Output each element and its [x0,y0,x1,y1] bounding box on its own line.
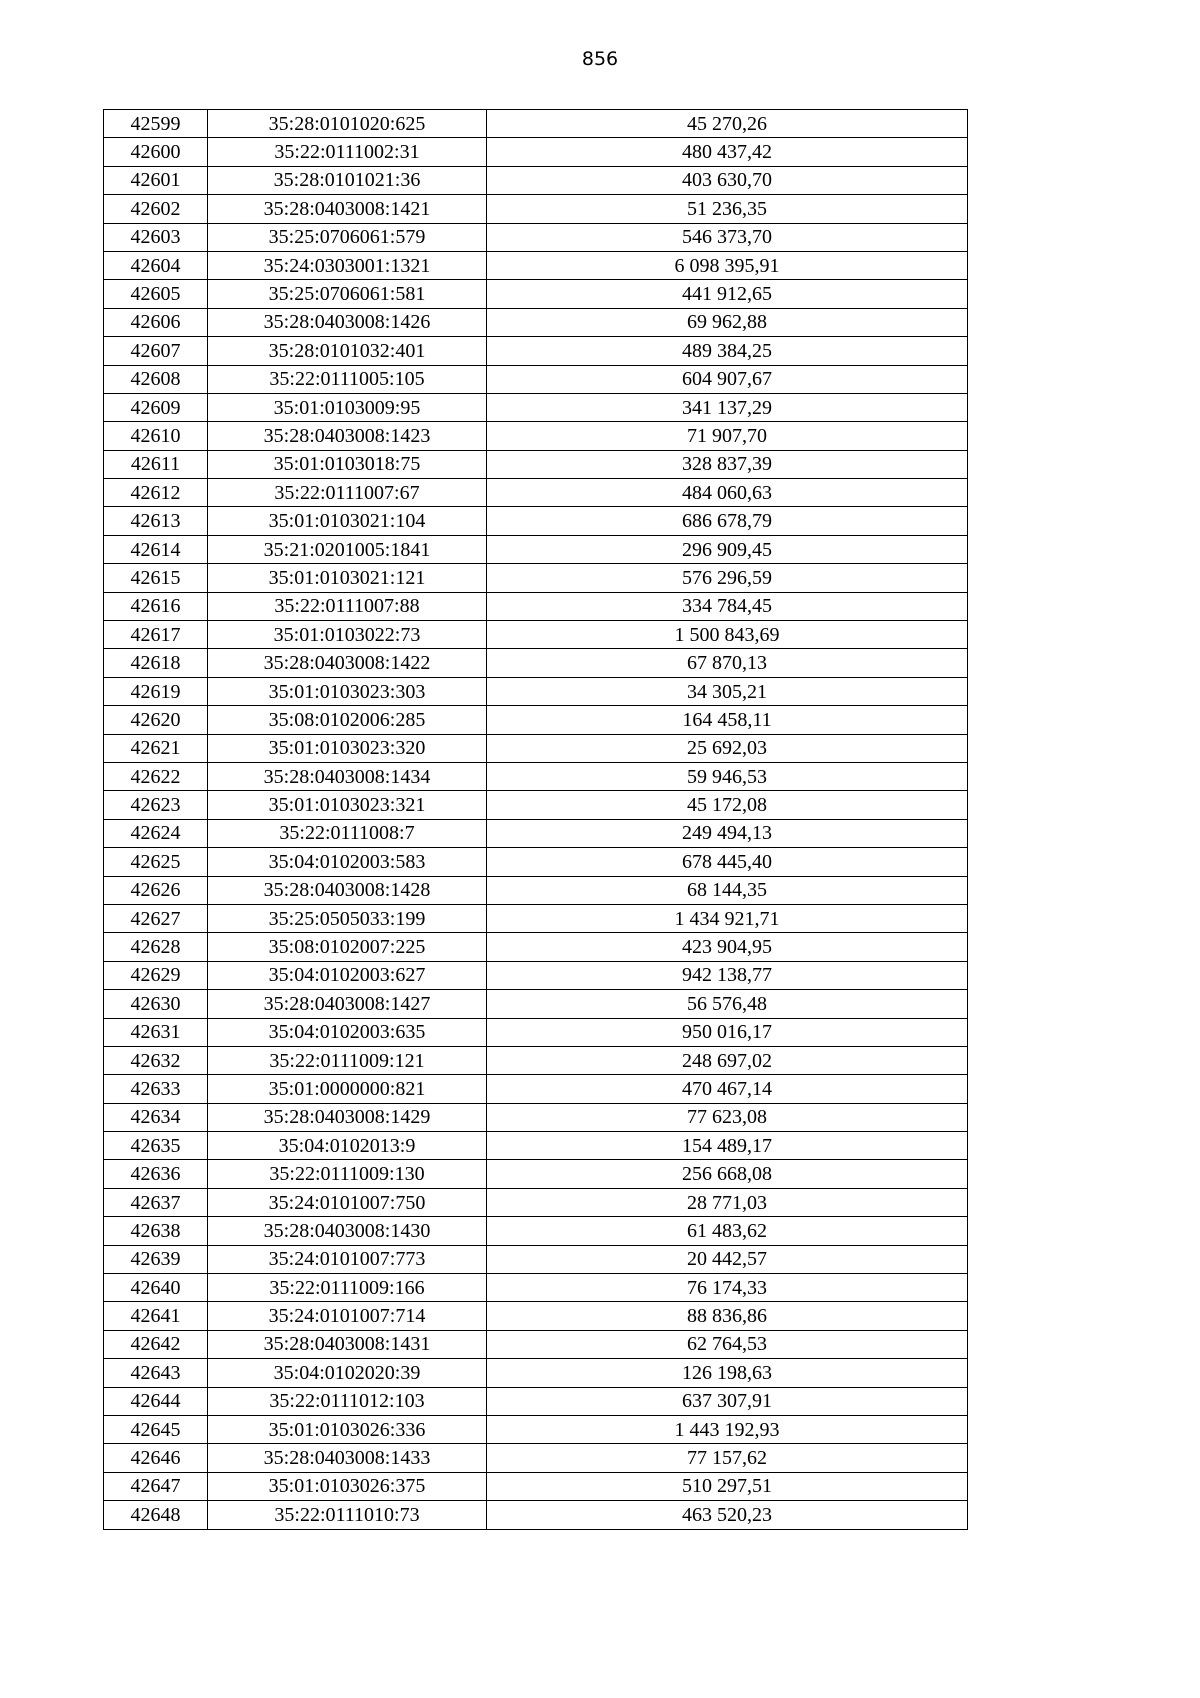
table-row [104,1160,968,1188]
cadastral-number-cell: 35:01:0103021:104 [208,507,487,535]
row-number-cell: 42601 [104,166,208,194]
cadastral-number-cell: 35:28:0403008:1421 [208,195,487,223]
value-cell: 59 946,53 [487,762,968,790]
cadastral-number-cell: 35:01:0103023:321 [208,791,487,819]
cadastral-number-cell: 35:28:0403008:1434 [208,762,487,790]
row-number-cell: 42641 [104,1302,208,1330]
value-cell: 470 467,14 [487,1075,968,1103]
row-number-cell: 42625 [104,848,208,876]
table-row [104,621,968,649]
value-cell: 248 697,02 [487,1046,968,1074]
cadastral-number-cell: 35:28:0403008:1431 [208,1330,487,1358]
table-row [104,1274,968,1302]
table-row [104,1501,968,1529]
value-cell: 403 630,70 [487,166,968,194]
row-number-cell: 42606 [104,308,208,336]
row-number-cell: 42617 [104,621,208,649]
table-row [104,308,968,336]
value-cell: 341 137,29 [487,393,968,421]
row-number-cell: 42611 [104,450,208,478]
value-cell: 76 174,33 [487,1274,968,1302]
value-cell: 61 483,62 [487,1217,968,1245]
table-row [104,990,968,1018]
table-row [104,1359,968,1387]
table-row [104,592,968,620]
cadastral-number-cell: 35:24:0101007:750 [208,1188,487,1216]
value-cell: 423 904,95 [487,933,968,961]
value-cell: 164 458,11 [487,706,968,734]
data-table [103,109,968,1530]
value-cell: 25 692,03 [487,734,968,762]
table-row [104,1302,968,1330]
row-number-cell: 42627 [104,904,208,932]
value-cell: 334 784,45 [487,592,968,620]
cadastral-number-cell: 35:01:0103018:75 [208,450,487,478]
cadastral-number-cell: 35:22:0111008:7 [208,819,487,847]
cadastral-number-cell: 35:28:0403008:1429 [208,1103,487,1131]
table-row [104,450,968,478]
table-row [104,337,968,365]
cadastral-number-cell: 35:28:0101021:36 [208,166,487,194]
value-cell: 20 442,57 [487,1245,968,1273]
value-cell: 489 384,25 [487,337,968,365]
table-row [104,904,968,932]
cadastral-number-cell: 35:01:0000000:821 [208,1075,487,1103]
cadastral-number-cell: 35:01:0103026:375 [208,1472,487,1500]
table-row [104,819,968,847]
row-number-cell: 42633 [104,1075,208,1103]
row-number-cell: 42637 [104,1188,208,1216]
row-number-cell: 42645 [104,1415,208,1443]
cadastral-number-cell: 35:22:0111007:88 [208,592,487,620]
value-cell: 34 305,21 [487,677,968,705]
table-row [104,706,968,734]
table-row [104,166,968,194]
row-number-cell: 42603 [104,223,208,251]
value-cell: 686 678,79 [487,507,968,535]
table-row [104,365,968,393]
row-number-cell: 42607 [104,337,208,365]
row-number-cell: 42612 [104,479,208,507]
row-number-cell: 42635 [104,1132,208,1160]
table-row [104,110,968,138]
row-number-cell: 42643 [104,1359,208,1387]
value-cell: 154 489,17 [487,1132,968,1160]
value-cell: 45 270,26 [487,110,968,138]
row-number-cell: 42640 [104,1274,208,1302]
cadastral-number-cell: 35:22:0111002:31 [208,138,487,166]
value-cell: 28 771,03 [487,1188,968,1216]
row-number-cell: 42628 [104,933,208,961]
row-number-cell: 42642 [104,1330,208,1358]
row-number-cell: 42599 [104,110,208,138]
table-row [104,677,968,705]
value-cell: 604 907,67 [487,365,968,393]
cadastral-number-cell: 35:28:0101020:625 [208,110,487,138]
row-number-cell: 42616 [104,592,208,620]
row-number-cell: 42615 [104,564,208,592]
value-cell: 77 623,08 [487,1103,968,1131]
row-number-cell: 42634 [104,1103,208,1131]
value-cell: 637 307,91 [487,1387,968,1415]
row-number-cell: 42614 [104,535,208,563]
table-row [104,1103,968,1131]
table-row [104,1444,968,1472]
row-number-cell: 42621 [104,734,208,762]
cadastral-number-cell: 35:01:0103023:303 [208,677,487,705]
table-row [104,223,968,251]
table-row [104,1387,968,1415]
table-row [104,1245,968,1273]
cadastral-number-cell: 35:21:0201005:1841 [208,535,487,563]
value-cell: 6 098 395,91 [487,251,968,279]
cadastral-number-cell: 35:22:0111012:103 [208,1387,487,1415]
row-number-cell: 42630 [104,990,208,1018]
value-cell: 441 912,65 [487,280,968,308]
cadastral-number-cell: 35:01:0103022:73 [208,621,487,649]
row-number-cell: 42609 [104,393,208,421]
cadastral-number-cell: 35:28:0403008:1423 [208,422,487,450]
table-row [104,791,968,819]
table-row [104,848,968,876]
row-number-cell: 42646 [104,1444,208,1472]
value-cell: 256 668,08 [487,1160,968,1188]
cadastral-number-cell: 35:04:0102003:583 [208,848,487,876]
row-number-cell: 42644 [104,1387,208,1415]
table-row [104,535,968,563]
table-row [104,280,968,308]
cadastral-number-cell: 35:04:0102003:627 [208,961,487,989]
row-number-cell: 42623 [104,791,208,819]
cadastral-number-cell: 35:25:0706061:579 [208,223,487,251]
cadastral-number-cell: 35:28:0403008:1427 [208,990,487,1018]
row-number-cell: 42626 [104,876,208,904]
table-row [104,138,968,166]
value-cell: 68 144,35 [487,876,968,904]
cadastral-number-cell: 35:01:0103026:336 [208,1415,487,1443]
cadastral-number-cell: 35:22:0111007:67 [208,479,487,507]
row-number-cell: 42638 [104,1217,208,1245]
row-number-cell: 42647 [104,1472,208,1500]
value-cell: 480 437,42 [487,138,968,166]
value-cell: 62 764,53 [487,1330,968,1358]
cadastral-number-cell: 35:08:0102007:225 [208,933,487,961]
table-container [103,109,968,1530]
table-row [104,507,968,535]
row-number-cell: 42605 [104,280,208,308]
cadastral-number-cell: 35:25:0505033:199 [208,904,487,932]
row-number-cell: 42604 [104,251,208,279]
row-number-cell: 42629 [104,961,208,989]
page-number: 856 [581,48,619,70]
table-row [104,649,968,677]
cadastral-number-cell: 35:22:0111009:166 [208,1274,487,1302]
cadastral-number-cell: 35:04:0102020:39 [208,1359,487,1387]
row-number-cell: 42620 [104,706,208,734]
value-cell: 950 016,17 [487,1018,968,1046]
table-row [104,1217,968,1245]
cadastral-number-cell: 35:24:0101007:714 [208,1302,487,1330]
row-number-cell: 42610 [104,422,208,450]
table-row [104,933,968,961]
table-row [104,762,968,790]
table-row [104,1018,968,1046]
value-cell: 942 138,77 [487,961,968,989]
table-row [104,1415,968,1443]
table-row [104,564,968,592]
row-number-cell: 42619 [104,677,208,705]
value-cell: 678 445,40 [487,848,968,876]
row-number-cell: 42636 [104,1160,208,1188]
table-row [104,876,968,904]
cadastral-number-cell: 35:22:0111005:105 [208,365,487,393]
table-row [104,1132,968,1160]
cadastral-number-cell: 35:01:0103009:95 [208,393,487,421]
table-row [104,195,968,223]
cadastral-number-cell: 35:28:0403008:1430 [208,1217,487,1245]
cadastral-number-cell: 35:22:0111009:130 [208,1160,487,1188]
row-number-cell: 42639 [104,1245,208,1273]
value-cell: 88 836,86 [487,1302,968,1330]
table-row [104,1330,968,1358]
table-row [104,1075,968,1103]
value-cell: 126 198,63 [487,1359,968,1387]
row-number-cell: 42613 [104,507,208,535]
cadastral-number-cell: 35:08:0102006:285 [208,706,487,734]
value-cell: 328 837,39 [487,450,968,478]
table-row [104,1472,968,1500]
table-row [104,393,968,421]
value-cell: 1 434 921,71 [487,904,968,932]
value-cell: 67 870,13 [487,649,968,677]
value-cell: 249 494,13 [487,819,968,847]
row-number-cell: 42602 [104,195,208,223]
cadastral-number-cell: 35:01:0103021:121 [208,564,487,592]
table-row [104,1188,968,1216]
row-number-cell: 42618 [104,649,208,677]
table-row [104,479,968,507]
value-cell: 484 060,63 [487,479,968,507]
value-cell: 296 909,45 [487,535,968,563]
value-cell: 546 373,70 [487,223,968,251]
value-cell: 576 296,59 [487,564,968,592]
table-row [104,1046,968,1074]
row-number-cell: 42622 [104,762,208,790]
value-cell: 69 962,88 [487,308,968,336]
row-number-cell: 42632 [104,1046,208,1074]
table-body [104,110,968,1530]
cadastral-number-cell: 35:28:0101032:401 [208,337,487,365]
value-cell: 77 157,62 [487,1444,968,1472]
row-number-cell: 42648 [104,1501,208,1529]
row-number-cell: 42624 [104,819,208,847]
row-number-cell: 42600 [104,138,208,166]
cadastral-number-cell: 35:04:0102003:635 [208,1018,487,1046]
table-row [104,251,968,279]
cadastral-number-cell: 35:24:0303001:1321 [208,251,487,279]
value-cell: 56 576,48 [487,990,968,1018]
cadastral-number-cell: 35:22:0111009:121 [208,1046,487,1074]
value-cell: 45 172,08 [487,791,968,819]
table-row [104,961,968,989]
row-number-cell: 42631 [104,1018,208,1046]
cadastral-number-cell: 35:01:0103023:320 [208,734,487,762]
cadastral-number-cell: 35:28:0403008:1433 [208,1444,487,1472]
cadastral-number-cell: 35:22:0111010:73 [208,1501,487,1529]
value-cell: 71 907,70 [487,422,968,450]
cadastral-number-cell: 35:25:0706061:581 [208,280,487,308]
value-cell: 51 236,35 [487,195,968,223]
value-cell: 1 500 843,69 [487,621,968,649]
value-cell: 510 297,51 [487,1472,968,1500]
value-cell: 463 520,23 [487,1501,968,1529]
row-number-cell: 42608 [104,365,208,393]
table-row [104,422,968,450]
cadastral-number-cell: 35:28:0403008:1428 [208,876,487,904]
cadastral-number-cell: 35:04:0102013:9 [208,1132,487,1160]
value-cell: 1 443 192,93 [487,1415,968,1443]
cadastral-number-cell: 35:24:0101007:773 [208,1245,487,1273]
cadastral-number-cell: 35:28:0403008:1422 [208,649,487,677]
cadastral-number-cell: 35:28:0403008:1426 [208,308,487,336]
table-row [104,734,968,762]
